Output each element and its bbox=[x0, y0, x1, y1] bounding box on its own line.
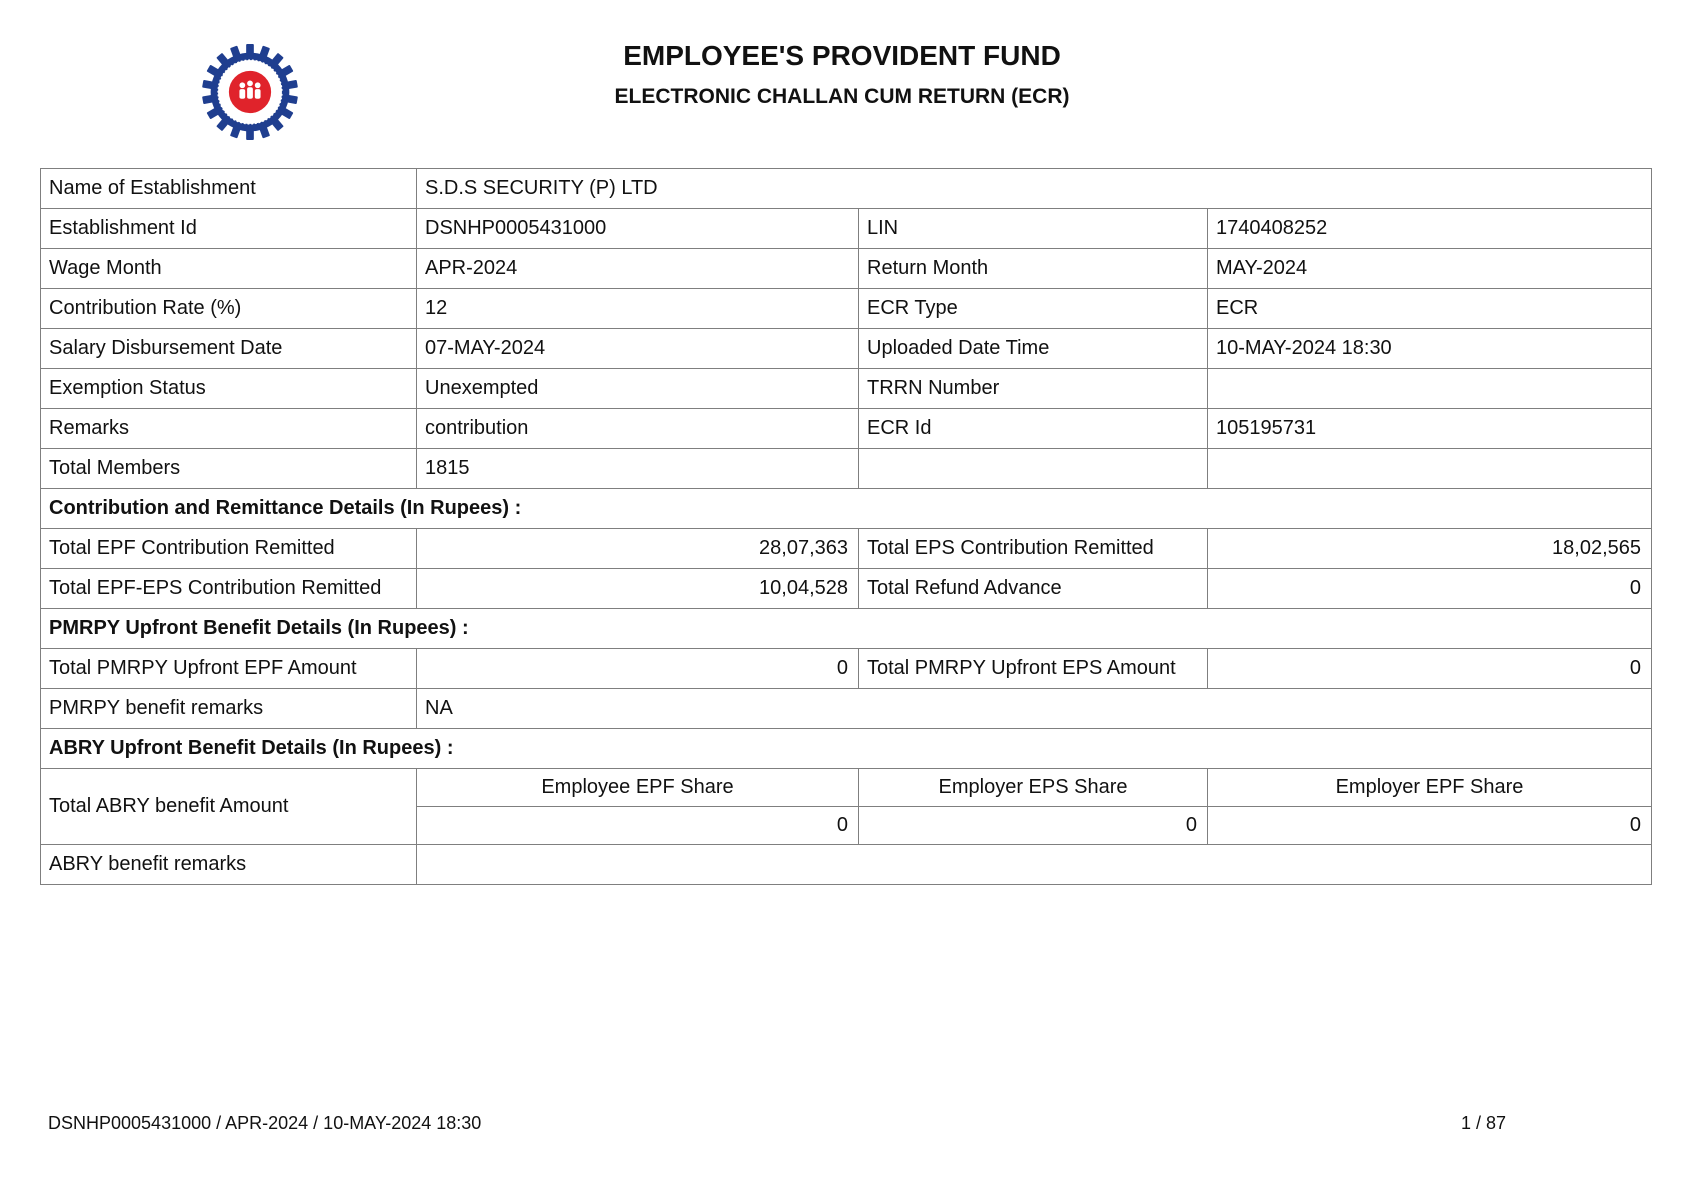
remarks-value: contribution bbox=[417, 409, 859, 449]
pmrpy-remarks-value: NA bbox=[417, 689, 1652, 729]
exemption-status-label: Exemption Status bbox=[41, 369, 417, 409]
eps-contribution-label: Total EPS Contribution Remitted bbox=[859, 529, 1208, 569]
page-title: EMPLOYEE'S PROVIDENT FUND bbox=[623, 40, 1061, 71]
table-row bbox=[41, 529, 1652, 569]
refund-advance-value: 0 bbox=[1208, 569, 1652, 609]
eps-contribution-value: 18,02,565 bbox=[1208, 529, 1652, 569]
trrn-value bbox=[1208, 369, 1652, 409]
wage-month-label: Wage Month bbox=[41, 249, 417, 289]
abry-employer-eps-header: Employer EPS Share bbox=[859, 769, 1208, 807]
table-row bbox=[41, 489, 1652, 529]
table-row bbox=[41, 409, 1652, 449]
pmrpy-remarks-label: PMRPY benefit remarks bbox=[41, 689, 417, 729]
exemption-status-value: Unexempted bbox=[417, 369, 859, 409]
pmrpy-epf-label: Total PMRPY Upfront EPF Amount bbox=[41, 649, 417, 689]
table-row bbox=[41, 729, 1652, 769]
table-row bbox=[41, 569, 1652, 609]
abry-total-label: Total ABRY benefit Amount bbox=[41, 769, 417, 845]
trrn-label: TRRN Number bbox=[859, 369, 1208, 409]
lin-value: 1740408252 bbox=[1208, 209, 1652, 249]
table-row bbox=[41, 769, 1652, 807]
ecr-id-value: 105195731 bbox=[1208, 409, 1652, 449]
wage-month-value: APR-2024 bbox=[417, 249, 859, 289]
establishment-id-value: DSNHP0005431000 bbox=[417, 209, 859, 249]
table-row bbox=[41, 289, 1652, 329]
contribution-rate-label: Contribution Rate (%) bbox=[41, 289, 417, 329]
page-number: 1 / 87 bbox=[1461, 1113, 1507, 1133]
establishment-name-label: Name of Establishment bbox=[41, 169, 417, 209]
epf-contribution-value: 28,07,363 bbox=[417, 529, 859, 569]
uploaded-value: 10-MAY-2024 18:30 bbox=[1208, 329, 1652, 369]
abry-employer-eps-value: 0 bbox=[859, 807, 1208, 845]
ecr-details-table bbox=[40, 168, 1652, 885]
ecr-id-label: ECR Id bbox=[859, 409, 1208, 449]
page-subtitle: ELECTRONIC CHALLAN CUM RETURN (ECR) bbox=[614, 85, 1070, 108]
table-row bbox=[41, 249, 1652, 289]
ecr-type-value: ECR bbox=[1208, 289, 1652, 329]
ecr-type-label: ECR Type bbox=[859, 289, 1208, 329]
uploaded-label: Uploaded Date Time bbox=[859, 329, 1208, 369]
epf-eps-contribution-value: 10,04,528 bbox=[417, 569, 859, 609]
return-month-value: MAY-2024 bbox=[1208, 249, 1652, 289]
contribution-rate-value: 12 bbox=[417, 289, 859, 329]
abry-employer-epf-value: 0 bbox=[1208, 807, 1652, 845]
abry-remarks-value bbox=[417, 845, 1652, 885]
abry-employee-epf-header: Employee EPF Share bbox=[417, 769, 859, 807]
table-row bbox=[41, 369, 1652, 409]
total-members-label: Total Members bbox=[41, 449, 417, 489]
establishment-id-label: Establishment Id bbox=[41, 209, 417, 249]
epf-eps-contribution-label: Total EPF-EPS Contribution Remitted bbox=[41, 569, 417, 609]
table-row bbox=[41, 689, 1652, 729]
table-row bbox=[41, 449, 1652, 489]
pmrpy-section-heading: PMRPY Upfront Benefit Details (In Rupees) : bbox=[41, 609, 1652, 649]
table-row bbox=[41, 209, 1652, 249]
salary-date-label: Salary Disbursement Date bbox=[41, 329, 417, 369]
table-row bbox=[41, 845, 1652, 885]
table-row bbox=[41, 649, 1652, 689]
pmrpy-epf-value: 0 bbox=[417, 649, 859, 689]
salary-date-value: 07-MAY-2024 bbox=[417, 329, 859, 369]
empty-cell bbox=[1208, 449, 1652, 489]
establishment-name-value: S.D.S SECURITY (P) LTD bbox=[417, 169, 1652, 209]
pmrpy-eps-value: 0 bbox=[1208, 649, 1652, 689]
pmrpy-eps-label: Total PMRPY Upfront EPS Amount bbox=[859, 649, 1208, 689]
table-row bbox=[41, 169, 1652, 209]
footer-reference: DSNHP0005431000 / APR-2024 / 10-MAY-2024 18:30 bbox=[48, 1113, 482, 1133]
table-row bbox=[41, 609, 1652, 649]
total-members-value: 1815 bbox=[417, 449, 859, 489]
remarks-label: Remarks bbox=[41, 409, 417, 449]
abry-employee-epf-value: 0 bbox=[417, 807, 859, 845]
empty-cell bbox=[859, 449, 1208, 489]
epf-contribution-label: Total EPF Contribution Remitted bbox=[41, 529, 417, 569]
table-row bbox=[41, 329, 1652, 369]
return-month-label: Return Month bbox=[859, 249, 1208, 289]
abry-section-heading: ABRY Upfront Benefit Details (In Rupees) : bbox=[41, 729, 1652, 769]
abry-employer-epf-header: Employer EPF Share bbox=[1208, 769, 1652, 807]
contribution-section-heading: Contribution and Remittance Details (In Rupees) : bbox=[41, 489, 1652, 529]
lin-label: LIN bbox=[859, 209, 1208, 249]
abry-remarks-label: ABRY benefit remarks bbox=[41, 845, 417, 885]
refund-advance-label: Total Refund Advance bbox=[859, 569, 1208, 609]
